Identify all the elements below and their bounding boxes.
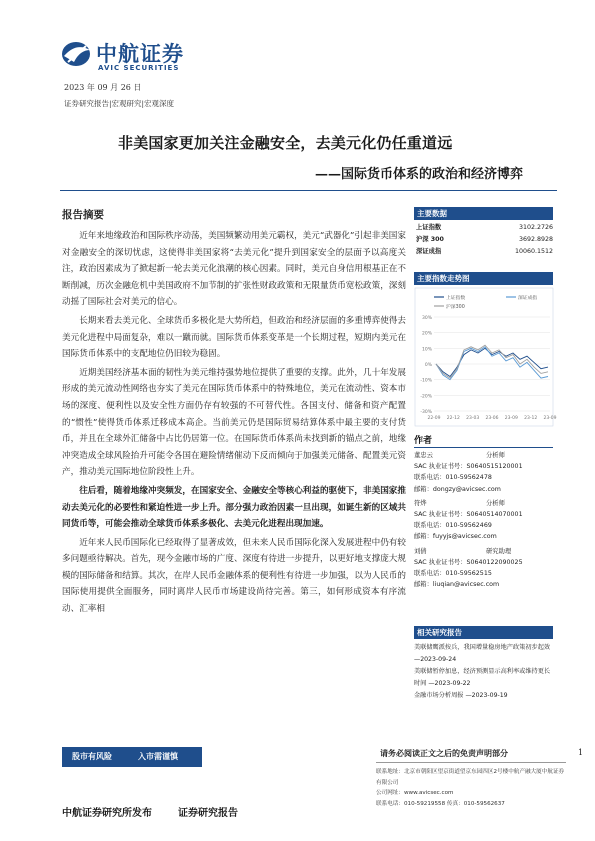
related-report-link[interactable]: 美联储暂停加息，经济预测显示高利率或维持更长时间 —2023-09-22 [414, 668, 551, 687]
key-data-label: 上证指数 [416, 224, 442, 231]
related-report-link[interactable]: 金融市场分析周报 —2023-09-19 [414, 692, 508, 699]
key-data-heading: 主要数据 [414, 207, 553, 220]
chart-x-tick-label: 23-06 [485, 416, 499, 421]
chart-y-tick-label: -30% [420, 410, 432, 415]
author-block [414, 450, 554, 495]
chart-y-tick-label: 10% [421, 347, 432, 353]
summary-paragraph: 近期美国经济基本面的韧性为美元维持强势地位提供了重要的支撑。此外，几十年发展形成的美元流动性网络也夯实了美元在国际货币体系中的特殊地位，美元在流动性、资本市场的深度、便利性以及安全性方面仍存有较强的不可替代性。各国支付、储备和资产配置的“惯性”使得货币体系迁移成本高企。当前美元仍是国际贸易结算体系中最主要的支付货币，并且在全球外汇储备中占比仍居第一位。在国际货币体系尚未找到新的锚点之前，地缘冲突造成全球风险抬升可能令各国在避险情绪催动下反而倾向于加强美元储备、配置美元资产，推动美元国际地位阶段性上升。 [62, 367, 406, 478]
contact-address: 联系地址：北京市朝阳区望京街道望京东园四区2号楼中航产融大厦中航证券有限公司 [376, 769, 565, 786]
key-data-row [414, 222, 553, 234]
chart-x-tick-label: 23-03 [466, 416, 480, 421]
index-trend-chart-svg [414, 287, 557, 427]
chart-x-tick-label: 23-09 [543, 416, 557, 421]
author-role: 研究助理 [486, 547, 512, 555]
key-data-value: 3102.2726 [518, 224, 553, 231]
footer-divider [376, 762, 566, 763]
authors-divider [414, 447, 553, 448]
author-block [414, 546, 554, 591]
author-phone: 联系电话：010-59562469 [414, 522, 492, 530]
logo-text: 中航证券 [96, 42, 184, 66]
report-categories: 证券研究报告|宏观研究|宏观深度 [64, 99, 175, 108]
summary-paragraph: 往后看，随着地缘冲突频发，在国家安全、金融安全等核心利益的驱使下，非美国家推动去美元化的必要性和紧迫性进一步上升。部分强力政治因素一旦出现，如诞生新的区域共同货币等，可能会推动全球货币体系多极化、去美元化进程出现加速。 [62, 485, 406, 530]
key-data-row [414, 234, 553, 246]
summary-body [62, 228, 406, 620]
author-name: 符烨 [414, 499, 427, 507]
chart-y-tick-label: 20% [421, 331, 432, 337]
chart-legend-label: 深证成指 [518, 295, 538, 301]
author-name: 董忠云 [414, 452, 433, 459]
key-data-label: 深证成指 [416, 248, 442, 255]
contact-info [376, 767, 566, 809]
report-type: 证券研究报告 [178, 808, 238, 819]
key-data-table [414, 222, 553, 258]
key-data-value: 3692.8928 [518, 236, 553, 243]
company-logo [58, 36, 208, 76]
author-name: 刘倩 [414, 547, 427, 555]
summary-paragraph: 近年来地缘政治和国际秩序动荡，美国频繁动用美元霸权，美元“武器化”引起非美国家对金融安全的深切忧虑，这使得非美国家将“去美元化”提升到国家安全的层面予以高度关注，政治因素成为了掀起新一轮去美元化浪潮的核心因素。同时，美元自身信用根基正在不断削减，历次金融危机中美国政府不加节制的扩张性财政政策和无限量货币宽松政策，深刻动摇了国际社会对美元的信心。 [62, 231, 406, 308]
authors-heading: 作者 [414, 436, 433, 446]
author-role: 分析师 [486, 499, 505, 507]
chart-x-tick-label: 23-12 [524, 416, 538, 421]
related-reports-list [414, 642, 554, 702]
report-date: 2023 年 09 月 26 日 [64, 83, 142, 92]
report-subtitle: ——国际货币体系的政治和经济博弈 [315, 167, 524, 182]
contact-website[interactable]: 公司网址：www.avicsec.com [376, 790, 454, 796]
risk-warning-right: 入市需谨慎 [138, 751, 178, 761]
authors-list [414, 450, 554, 593]
related-reports-heading: 相关研究报告 [414, 626, 553, 639]
author-phone: 联系电话：010-59562515 [414, 569, 492, 577]
related-report-link[interactable]: 美联储鹰派按兵，我国增量稳房地产政策初步起效 —2023-09-24 [414, 644, 551, 663]
summary-paragraph: 长期来看去美元化、全球货币多极化是大势所趋，但政治和经济层面的多重博弈使得去美元化进程中局面复杂，难以一蹴而就。国际货币体系变革是一个长期过程，短期内美元在国际货币体系中的支配地位仍旧较为稳固。 [62, 315, 406, 360]
chart-y-tick-label: -20% [420, 394, 432, 400]
contact-phone: 联系电话：010-59219558 传真：010-59562637 [376, 800, 505, 807]
chart-frame [415, 288, 553, 426]
author-email[interactable]: 邮箱：fuyyjs@avicsec.com [414, 533, 497, 541]
summary-heading: 报告摘要 [62, 209, 104, 221]
header-divider [60, 190, 557, 191]
chart-y-tick-label: 30% [421, 316, 432, 321]
chart-legend-label: 上证指数 [446, 295, 466, 301]
chart-x-tick-label: 22-09 [427, 416, 441, 421]
author-email[interactable]: 邮箱：dongzy@avicsec.com [414, 485, 501, 493]
author-sac: SAC 执业证书号：S0640514070001 [414, 510, 523, 518]
author-block [414, 498, 554, 543]
index-trend-chart [414, 287, 557, 427]
key-data-label: 沪深 300 [416, 236, 444, 243]
risk-warning-left: 股市有风险 [72, 751, 112, 761]
logo-subtext: AVIC SECURITIES [98, 64, 180, 72]
key-data-value: 10060.1512 [514, 248, 553, 255]
chart-x-tick-label: 22-12 [446, 416, 460, 421]
chart-legend-label: 沪深300 [446, 304, 465, 310]
report-title: 非美国家更加关注金融安全，去美元化仍任重道远 [118, 134, 453, 152]
author-sac: SAC 执业证书号：S0640515120001 [414, 463, 523, 471]
index-chart-heading: 主要指数走势图 [414, 272, 553, 285]
author-email[interactable]: 邮箱：liuqian@avicsec.com [414, 581, 500, 589]
key-data-row [414, 246, 553, 258]
chart-y-tick-label: -10% [420, 378, 432, 384]
author-sac: SAC 执业证书号：S0640122090025 [414, 558, 523, 566]
author-role: 分析师 [486, 452, 505, 459]
author-phone: 联系电话：010-59562478 [414, 474, 492, 482]
publisher: 中航证券研究所发布 [62, 808, 152, 819]
chart-y-tick-label: 0% [424, 363, 432, 368]
page-number: 1 [578, 748, 584, 757]
risk-warning-banner [62, 747, 202, 767]
chart-x-tick-label: 23-09 [504, 416, 518, 421]
summary-paragraph: 近年来人民币国际化已经取得了显著成效，但未来人民币国际化深入发展进程中仍有较多问题亟待解决。首先，现今金融市场的广度、深度有待进一步提升，以更好地支撑庞大规模的国际储备和结算。其次，在岸人民币金融体系的便利性有待进一步加强，以为人民币的国际使用提供全面服务，同时离岸人民币市场建设尚待完善。第三，如何形成资本有序流动、汇率相 [62, 537, 406, 615]
disclaimer-note: 请务必阅读正文之后的免责声明部分 [380, 748, 508, 758]
